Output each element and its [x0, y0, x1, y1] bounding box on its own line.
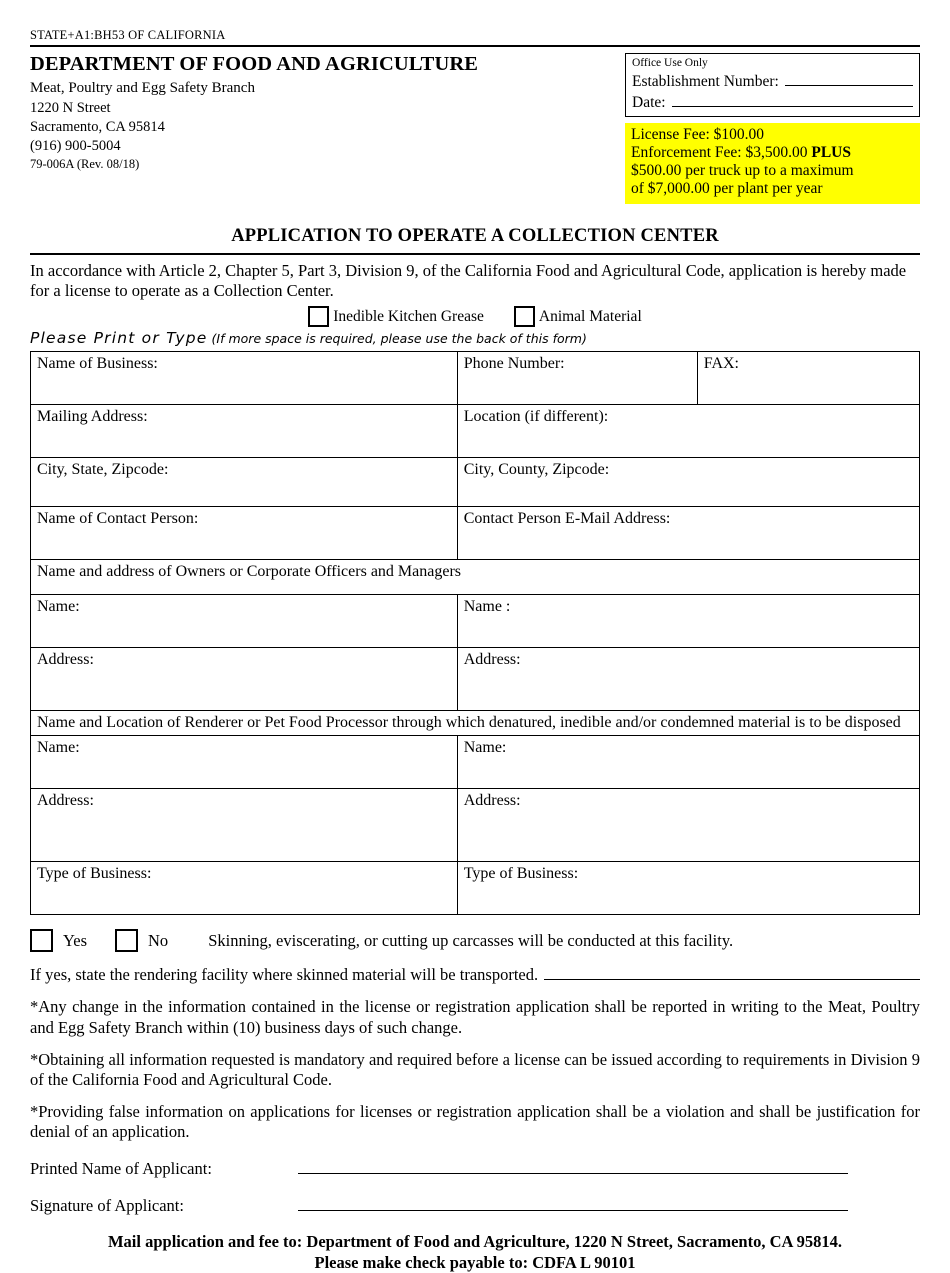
checkbox-no-label: No: [148, 930, 169, 950]
establishment-number-input[interactable]: [785, 71, 913, 86]
table-row: [31, 458, 920, 507]
table-row: [31, 862, 920, 915]
table-row: [31, 560, 920, 595]
checkbox-yes-icon[interactable]: [30, 929, 53, 952]
printed-name-line: [30, 1158, 920, 1179]
footer-mailing-instructions: [30, 1232, 920, 1273]
field-phone-number[interactable]: Phone Number:: [457, 352, 697, 405]
if-yes-line: [30, 964, 920, 985]
field-owner-name-left[interactable]: Name:: [31, 595, 458, 648]
field-contact-person[interactable]: Name of Contact Person:: [31, 507, 458, 560]
header-region: [30, 53, 920, 204]
notice-2: *Obtaining all information requested is mandatory and required before a license can be issued according to requirements in Division 9 of the California Food and Agricultural Code.: [30, 1049, 920, 1089]
checkbox-icon[interactable]: [308, 306, 329, 327]
field-fax[interactable]: FAX:: [697, 352, 919, 405]
state-header-line: STATE+A1:BH53 OF CALIFORNIA: [30, 28, 226, 42]
footer-line-2: Please make check payable to: CDFA L 90101: [314, 1252, 636, 1272]
header-divider: [30, 45, 920, 47]
checkbox-label: Inedible Kitchen Grease: [333, 307, 484, 325]
signature-input[interactable]: [298, 1195, 848, 1211]
printed-name-label: Printed Name of Applicant:: [30, 1159, 212, 1179]
date-field[interactable]: [632, 92, 913, 112]
owners-section-heading: Name and address of Owners or Corporate Officers and Managers: [31, 560, 920, 595]
field-name-of-business[interactable]: Name of Business:: [31, 352, 458, 405]
checkbox-yes-label: Yes: [63, 930, 88, 950]
field-owner-name-right[interactable]: Name :: [457, 595, 919, 648]
office-use-box: [625, 53, 920, 117]
branch-name: Meat, Poultry and Egg Safety Branch: [30, 80, 255, 96]
table-row: [31, 352, 920, 405]
field-city-state-zip[interactable]: City, State, Zipcode:: [31, 458, 458, 507]
notice-1: *Any change in the information contained in the license or registration application shall be reported in writing to the Meat, Poultry and Egg Safety Branch within (10) business days of such change.: [30, 997, 920, 1037]
print-or-type-lead: Please Print or Type: [30, 329, 208, 348]
table-row: [31, 648, 920, 711]
skinning-question: [30, 929, 920, 952]
address-line-2: Sacramento, CA 95814: [30, 119, 165, 135]
print-or-type-instruction: [30, 329, 920, 348]
establishment-number-field[interactable]: [632, 71, 913, 91]
field-renderer-name-left[interactable]: Name:: [31, 736, 458, 789]
field-renderer-address-right[interactable]: Address:: [457, 789, 919, 862]
field-owner-address-right[interactable]: Address:: [457, 648, 919, 711]
table-row: [31, 405, 920, 458]
table-row: [31, 789, 920, 862]
table-row: [31, 595, 920, 648]
page-title: APPLICATION TO OPERATE A COLLECTION CENTER: [231, 225, 719, 246]
checkbox-animal-material[interactable]: [514, 306, 642, 327]
field-type-of-business-left[interactable]: Type of Business:: [31, 862, 458, 915]
printed-name-input[interactable]: [298, 1158, 848, 1174]
print-or-type-note: (If more space is required, please use the back of this form): [211, 331, 587, 347]
office-use-region: [625, 53, 920, 204]
fee-line-1: License Fee: $100.00: [631, 125, 765, 143]
fee-line-4: of $7,000.00 per plant per year: [631, 180, 823, 198]
field-contact-email[interactable]: Contact Person E-Mail Address:: [457, 507, 919, 560]
table-row: [31, 507, 920, 560]
footer-line-1: Mail application and fee to: Department of Food and Agriculture, 1220 N Street, Sacramento, CA 95814.: [107, 1232, 843, 1252]
if-yes-label: If yes, state the rendering facility where skinned material will be transported.: [30, 965, 539, 985]
field-mailing-address[interactable]: Mailing Address:: [31, 405, 458, 458]
checkbox-icon[interactable]: [514, 306, 535, 327]
establishment-number-label: Establishment Number:: [632, 72, 779, 90]
office-use-label: Office Use Only: [632, 57, 708, 69]
checkbox-label: Animal Material: [538, 307, 642, 325]
title-divider: [30, 253, 920, 255]
signature-label: Signature of Applicant:: [30, 1196, 184, 1216]
department-block: [30, 53, 546, 172]
material-type-checkboxes: [30, 306, 920, 327]
date-input[interactable]: [672, 92, 913, 107]
intro-paragraph: In accordance with Article 2, Chapter 5, Part 3, Division 9, of the California Food and Agricultural Code, application is hereby made for a license to operate as a Collection Center.: [30, 260, 907, 301]
fee-line-3: $500.00 per truck up to a maximum: [631, 162, 854, 180]
table-row: [31, 711, 920, 736]
date-label: Date:: [632, 93, 666, 111]
checkbox-no-icon[interactable]: [115, 929, 138, 952]
fee-line-2: Enforcement Fee: $3,500.00 PLUS: [631, 143, 851, 161]
field-location[interactable]: Location (if different):: [457, 405, 919, 458]
skinning-statement: Skinning, eviscerating, or cutting up carcasses will be conducted at this facility.: [208, 930, 734, 950]
notice-3: *Providing false information on applications for licenses or registration application shall be a violation and shall be justification for denial of an application.: [30, 1101, 920, 1142]
if-yes-input[interactable]: [544, 964, 920, 980]
table-row: [31, 736, 920, 789]
field-owner-address-left[interactable]: Address:: [31, 648, 458, 711]
field-renderer-name-right[interactable]: Name:: [457, 736, 919, 789]
address-line-1: 1220 N Street: [30, 100, 111, 116]
checkbox-inedible-kitchen-grease[interactable]: [308, 306, 484, 327]
field-city-county-zip[interactable]: City, County, Zipcode:: [457, 458, 919, 507]
field-type-of-business-right[interactable]: Type of Business:: [457, 862, 919, 915]
signature-line: [30, 1195, 920, 1216]
department-title: DEPARTMENT OF FOOD AND AGRICULTURE: [30, 53, 479, 75]
renderer-section-heading: Name and Location of Renderer or Pet Food Processor through which denatured, inedible and/or condemned material is to be disposed: [31, 711, 920, 736]
fee-highlight-box: [625, 123, 920, 204]
phone-number: (916) 900-5004: [30, 138, 121, 154]
business-info-table: [30, 351, 920, 915]
form-number: 79-006A (Rev. 08/18): [30, 157, 140, 171]
field-renderer-address-left[interactable]: Address:: [31, 789, 458, 862]
